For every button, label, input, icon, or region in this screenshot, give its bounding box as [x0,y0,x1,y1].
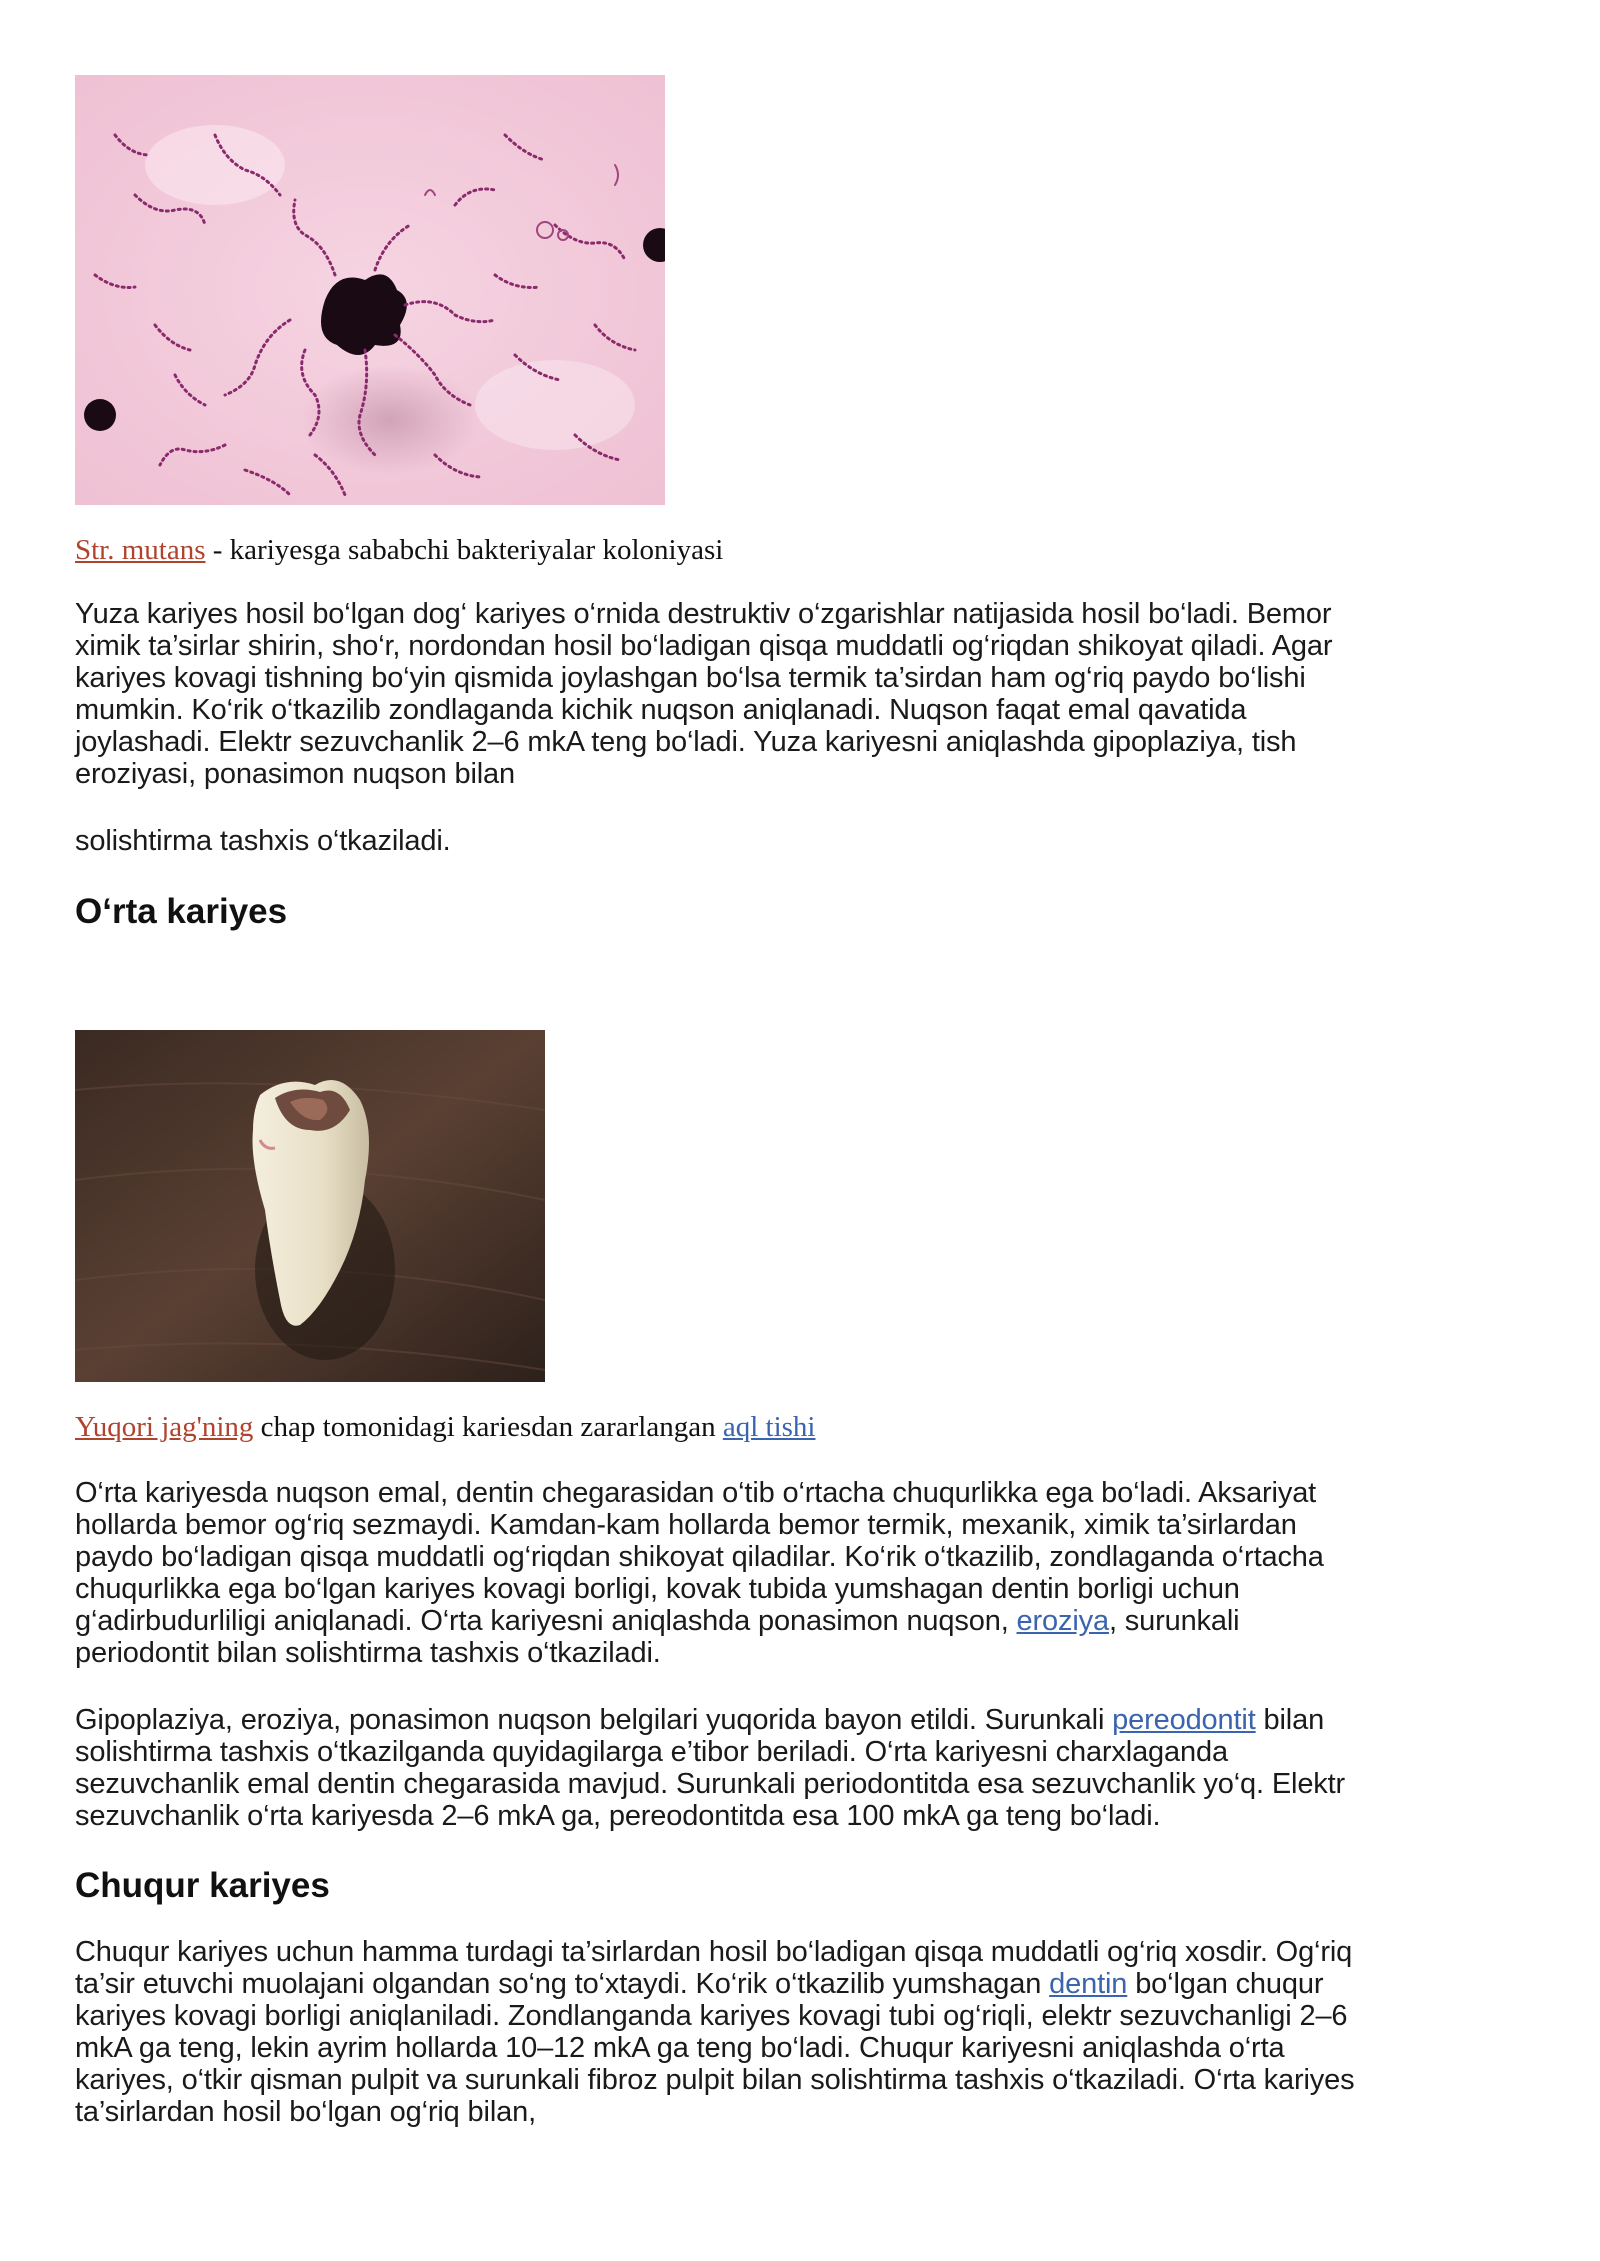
paragraph-yuza-kariyes [75,598,1535,790]
bacteria-colony-image [75,75,665,505]
text-segment: ta’sir etuvchi muolajani olgandan so‘ng to‘xtaydi. Ko‘rik o‘tkazilib yumshagan [75,1968,1050,2000]
text-segment: bo‘lgan chuqur [1127,1968,1324,2000]
text-line [75,1605,1535,1637]
text-line: mumkin. Ko‘rik o‘tkazilib zondlaganda kichik nuqson aniqlanadi. Nuqson faqat emal qavatida [75,694,1247,726]
str-mutans-link[interactable]: Str. mutans [75,534,206,566]
text-line: Chuqur kariyes uchun hamma turdagi ta’sirlardan hosil bo‘ladigan qisqa muddatli og‘riq xosdir. Og‘riq [75,1936,1353,1968]
text-line: kariyes, o‘tkir qisman pulpit va surunkali fibroz pulpit bilan solishtirma tashxis o‘tkaziladi. O‘rta kariyes [75,2064,1355,2096]
wisdom-tooth-image [75,1030,545,1382]
text-line: eroziyasi, ponasimon nuqson bilan [75,758,515,790]
heading-chuqur-kariyes: Chuqur kariyes [75,1866,330,1905]
text-line: chuqurlikka ega bo‘lgan kariyes kovagi borligi, kovak tubida yumshagan dentin borligi uchun [75,1573,1240,1605]
text-segment: bilan [1255,1704,1325,1736]
aql-tishi-link[interactable]: aql tishi [722,1411,816,1443]
text-line: kariyes kovagi tishning bo‘yin qismida joylashgan bo‘lsa termik ta’sirdan ham og‘riq paydo bo‘lishi [75,662,1306,694]
text-segment: , surunkali [1108,1605,1240,1637]
text-line [75,1968,1535,2000]
dentin-link[interactable]: dentin [1049,1968,1128,2000]
text-line: joylashadi. Elektr sezuvchanlik 2–6 mkA teng bo‘ladi. Yuza kariyesni aniqlashda gipoplaziya, tish [75,726,1297,758]
paragraph-gipoplaziya [75,1704,1535,1832]
text-line: hollarda bemor og‘riq sezmaydi. Kamdan-kam hollarda bemor termik, mexanik, ximik ta’sirlardan [75,1509,1297,1541]
figure1-caption-text: - kariyesga sababchi bakteriyalar koloniyasi [205,534,724,566]
text-line [75,1704,1535,1736]
text-line: solishtirma tashxis o‘tkaziladi. [75,825,451,857]
text-line: periodontit bilan solishtirma tashxis o‘tkaziladi. [75,1637,661,1669]
paragraph-chuqur-kariyes [75,1936,1535,2128]
figure2-caption [75,1410,815,1444]
text-line: mkA ga teng, lekin ayrim hollarda 10–12 mkA ga teng bo‘ladi. Chuqur kariyesni aniqlashda o‘rta [75,2032,1285,2064]
bacteria-micrograph-graphic [75,75,665,505]
figure1-caption [75,533,723,567]
text-line: kariyes kovagi borligi aniqlaniladi. Zondlanganda kariyes kovagi tubi og‘riqli, elektr sezuvchanligi 2–6 [75,2000,1348,2032]
paragraph-orta-kariyes [75,1477,1535,1669]
eroziya-link[interactable]: eroziya [1016,1605,1109,1637]
text-segment: Gipoplaziya, eroziya, ponasimon nuqson belgilari yuqorida bayon etildi. Surunkali [75,1704,1113,1736]
text-line: ximik ta’sirlar shirin, sho‘r, nordondan hosil bo‘ladigan qisqa muddatli og‘riqdan shikoyat qiladi. Agar [75,630,1333,662]
text-line: solishtirma tashxis o‘tkazilganda quyidagilarga e’tibor beriladi. O‘rta kariyesni charxlaganda [75,1736,1228,1768]
text-line: sezuvchanlik o‘rta kariyesda 2–6 mkA ga, pereodontitda esa 100 mkA ga teng bo‘ladi. [75,1800,1161,1832]
text-line: sezuvchanlik emal dentin chegarasida mavjud. Surunkali periodontitda esa sezuvchanlik yo‘q. Elektr [75,1768,1346,1800]
paragraph-solishtirma [75,825,1535,857]
text-line: O‘rta kariyesda nuqson emal, dentin chegarasidan o‘tib o‘rtacha chuqurlikka ega bo‘ladi. Aksariyat [75,1477,1317,1509]
text-segment: g‘adirbudurliligi aniqlanadi. O‘rta kariyesni aniqlashda ponasimon nuqson, [75,1605,1017,1637]
text-line: paydo bo‘ladigan qisqa muddatli og‘riqdan shikoyat qiladilar. Ko‘rik o‘tkazilib, zondlaganda o‘rtacha [75,1541,1324,1573]
pereodontit-link[interactable]: pereodontit [1112,1704,1256,1736]
text-line: ta’sirlardan hosil bo‘lgan og‘riq bilan, [75,2096,536,2128]
tooth-photo-graphic [75,1030,545,1382]
yuqori-jag-link[interactable]: Yuqori jag'ning [75,1411,254,1443]
text-line: Yuza kariyes hosil bo‘lgan dog‘ kariyes o‘rnida destruktiv o‘zgarishlar natijasida hosil bo‘ladi. Bemor [75,598,1332,630]
figure2-caption-text: chap tomonidagi kariesdan zararlangan [253,1411,723,1443]
heading-orta-kariyes: O‘rta kariyes [75,892,288,931]
